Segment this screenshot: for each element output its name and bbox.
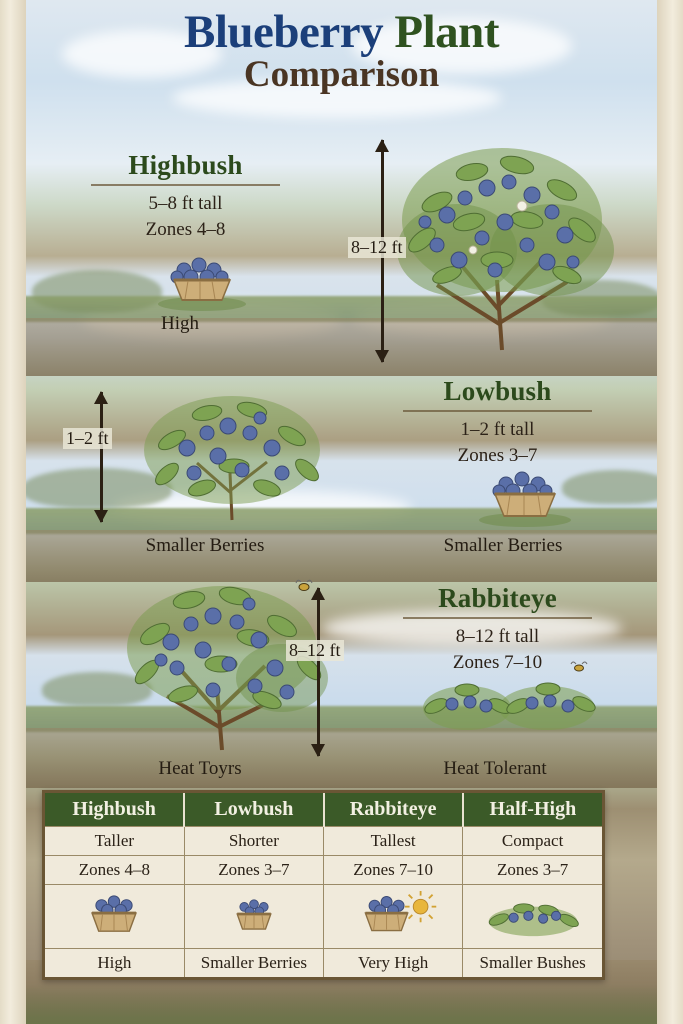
basket-icon (71, 889, 157, 939)
arrow-shaft (100, 392, 103, 522)
cell-zones-highbush: Zones 4–8 (45, 856, 184, 885)
cell-zones-lowbush: Zones 3–7 (184, 856, 323, 885)
divider (403, 617, 592, 619)
title-blueberry: Blueberry (184, 6, 384, 58)
table-header-halfhigh: Half-High (463, 793, 602, 827)
rabbiteye-heading: Rabbiteye (438, 583, 557, 613)
cell-zones-halfhigh: Zones 3–7 (463, 856, 602, 885)
poster-title (0, 8, 683, 96)
cell-yield-highbush: High (45, 949, 184, 978)
paper-edge-left (0, 0, 26, 1024)
highbush-heading: Highbush (128, 150, 243, 180)
cell-zones-rabbiteye: Zones 7–10 (324, 856, 463, 885)
basket-of-blueberries (472, 462, 578, 528)
rabbiteye-height-arrow (309, 588, 327, 756)
cell-icon-highbush (45, 885, 184, 949)
rabbiteye-plant-illustration (117, 568, 332, 758)
rabbiteye-caption-right: Heat Tolerant (443, 758, 547, 779)
arrow-head-down (375, 350, 389, 363)
lowbush-caption-right: Smaller Berries (443, 535, 563, 556)
arrow-head-up (375, 139, 389, 152)
table-header-rabbiteye: Rabbiteye (324, 793, 463, 827)
paper-edge-right (657, 0, 683, 1024)
title-comparison: Comparison (243, 54, 440, 96)
lowbush-arrow-label: 1–2 ft (63, 428, 112, 449)
cell-size-halfhigh: Compact (463, 827, 602, 856)
cell-size-highbush: Taller (45, 827, 184, 856)
highbush-zones: Zones 4–8 (145, 218, 226, 240)
cell-yield-halfhigh: Smaller Bushes (463, 949, 602, 978)
lowbush-plant-illustration (132, 378, 337, 528)
table-header-highbush: Highbush (45, 793, 184, 827)
cell-icon-rabbiteye (324, 885, 463, 949)
basket-of-blueberries (152, 250, 252, 312)
lowbush-heading: Lowbush (443, 376, 552, 406)
table-row (45, 949, 602, 978)
table-header-lowbush: Lowbush (184, 793, 323, 827)
table-row (45, 885, 602, 949)
title-plant: Plant (394, 6, 499, 58)
arrow-shaft (317, 588, 320, 756)
arrow-head-up (311, 587, 325, 600)
lowbush-caption-left: Smaller Berries (145, 535, 265, 556)
arrow-head-down (311, 744, 325, 757)
cell-size-rabbiteye: Tallest (324, 827, 463, 856)
cell-icon-lowbush (184, 885, 323, 949)
rabbiteye-arrow-label: 8–12 ft (286, 640, 344, 661)
rabbiteye-caption-left: Heat Toyrs (158, 758, 242, 779)
basket-sun-icon (347, 889, 439, 939)
lowbush-height-arrow (92, 392, 110, 522)
arrow-head-down (94, 510, 108, 523)
rabbiteye-height: 8–12 ft tall (455, 626, 540, 647)
highbush-caption: High (161, 313, 199, 334)
cell-yield-lowbush: Smaller Berries (184, 949, 323, 978)
section-lowbush (390, 376, 605, 468)
cell-size-lowbush: Shorter (184, 827, 323, 856)
rabbiteye-zones: Zones 7–10 (452, 651, 543, 673)
highbush-plant-illustration (377, 110, 627, 360)
foreground-grass (22, 984, 661, 1024)
section-highbush (78, 150, 293, 242)
heat-tolerant-low-bushes-illustration (422, 670, 612, 730)
basket-icon (214, 891, 294, 937)
highbush-arrow-label: 8–12 ft (348, 237, 406, 258)
table-row (45, 827, 602, 856)
divider (91, 184, 280, 186)
table-header-row (45, 793, 602, 827)
low-bush-icon (481, 890, 585, 938)
cell-icon-halfhigh (463, 885, 602, 949)
arrow-head-up (94, 391, 108, 404)
lowbush-zones: Zones 3–7 (457, 444, 538, 466)
divider (403, 410, 592, 412)
table-row (45, 856, 602, 885)
highbush-height: 5–8 ft tall (148, 193, 223, 214)
section-rabbiteye (390, 583, 605, 675)
comparison-table (42, 790, 605, 980)
cell-yield-rabbiteye: Very High (324, 949, 463, 978)
title-line-1 (0, 8, 683, 57)
lowbush-height: 1–2 ft tall (460, 419, 535, 440)
sun-icon (405, 891, 436, 922)
